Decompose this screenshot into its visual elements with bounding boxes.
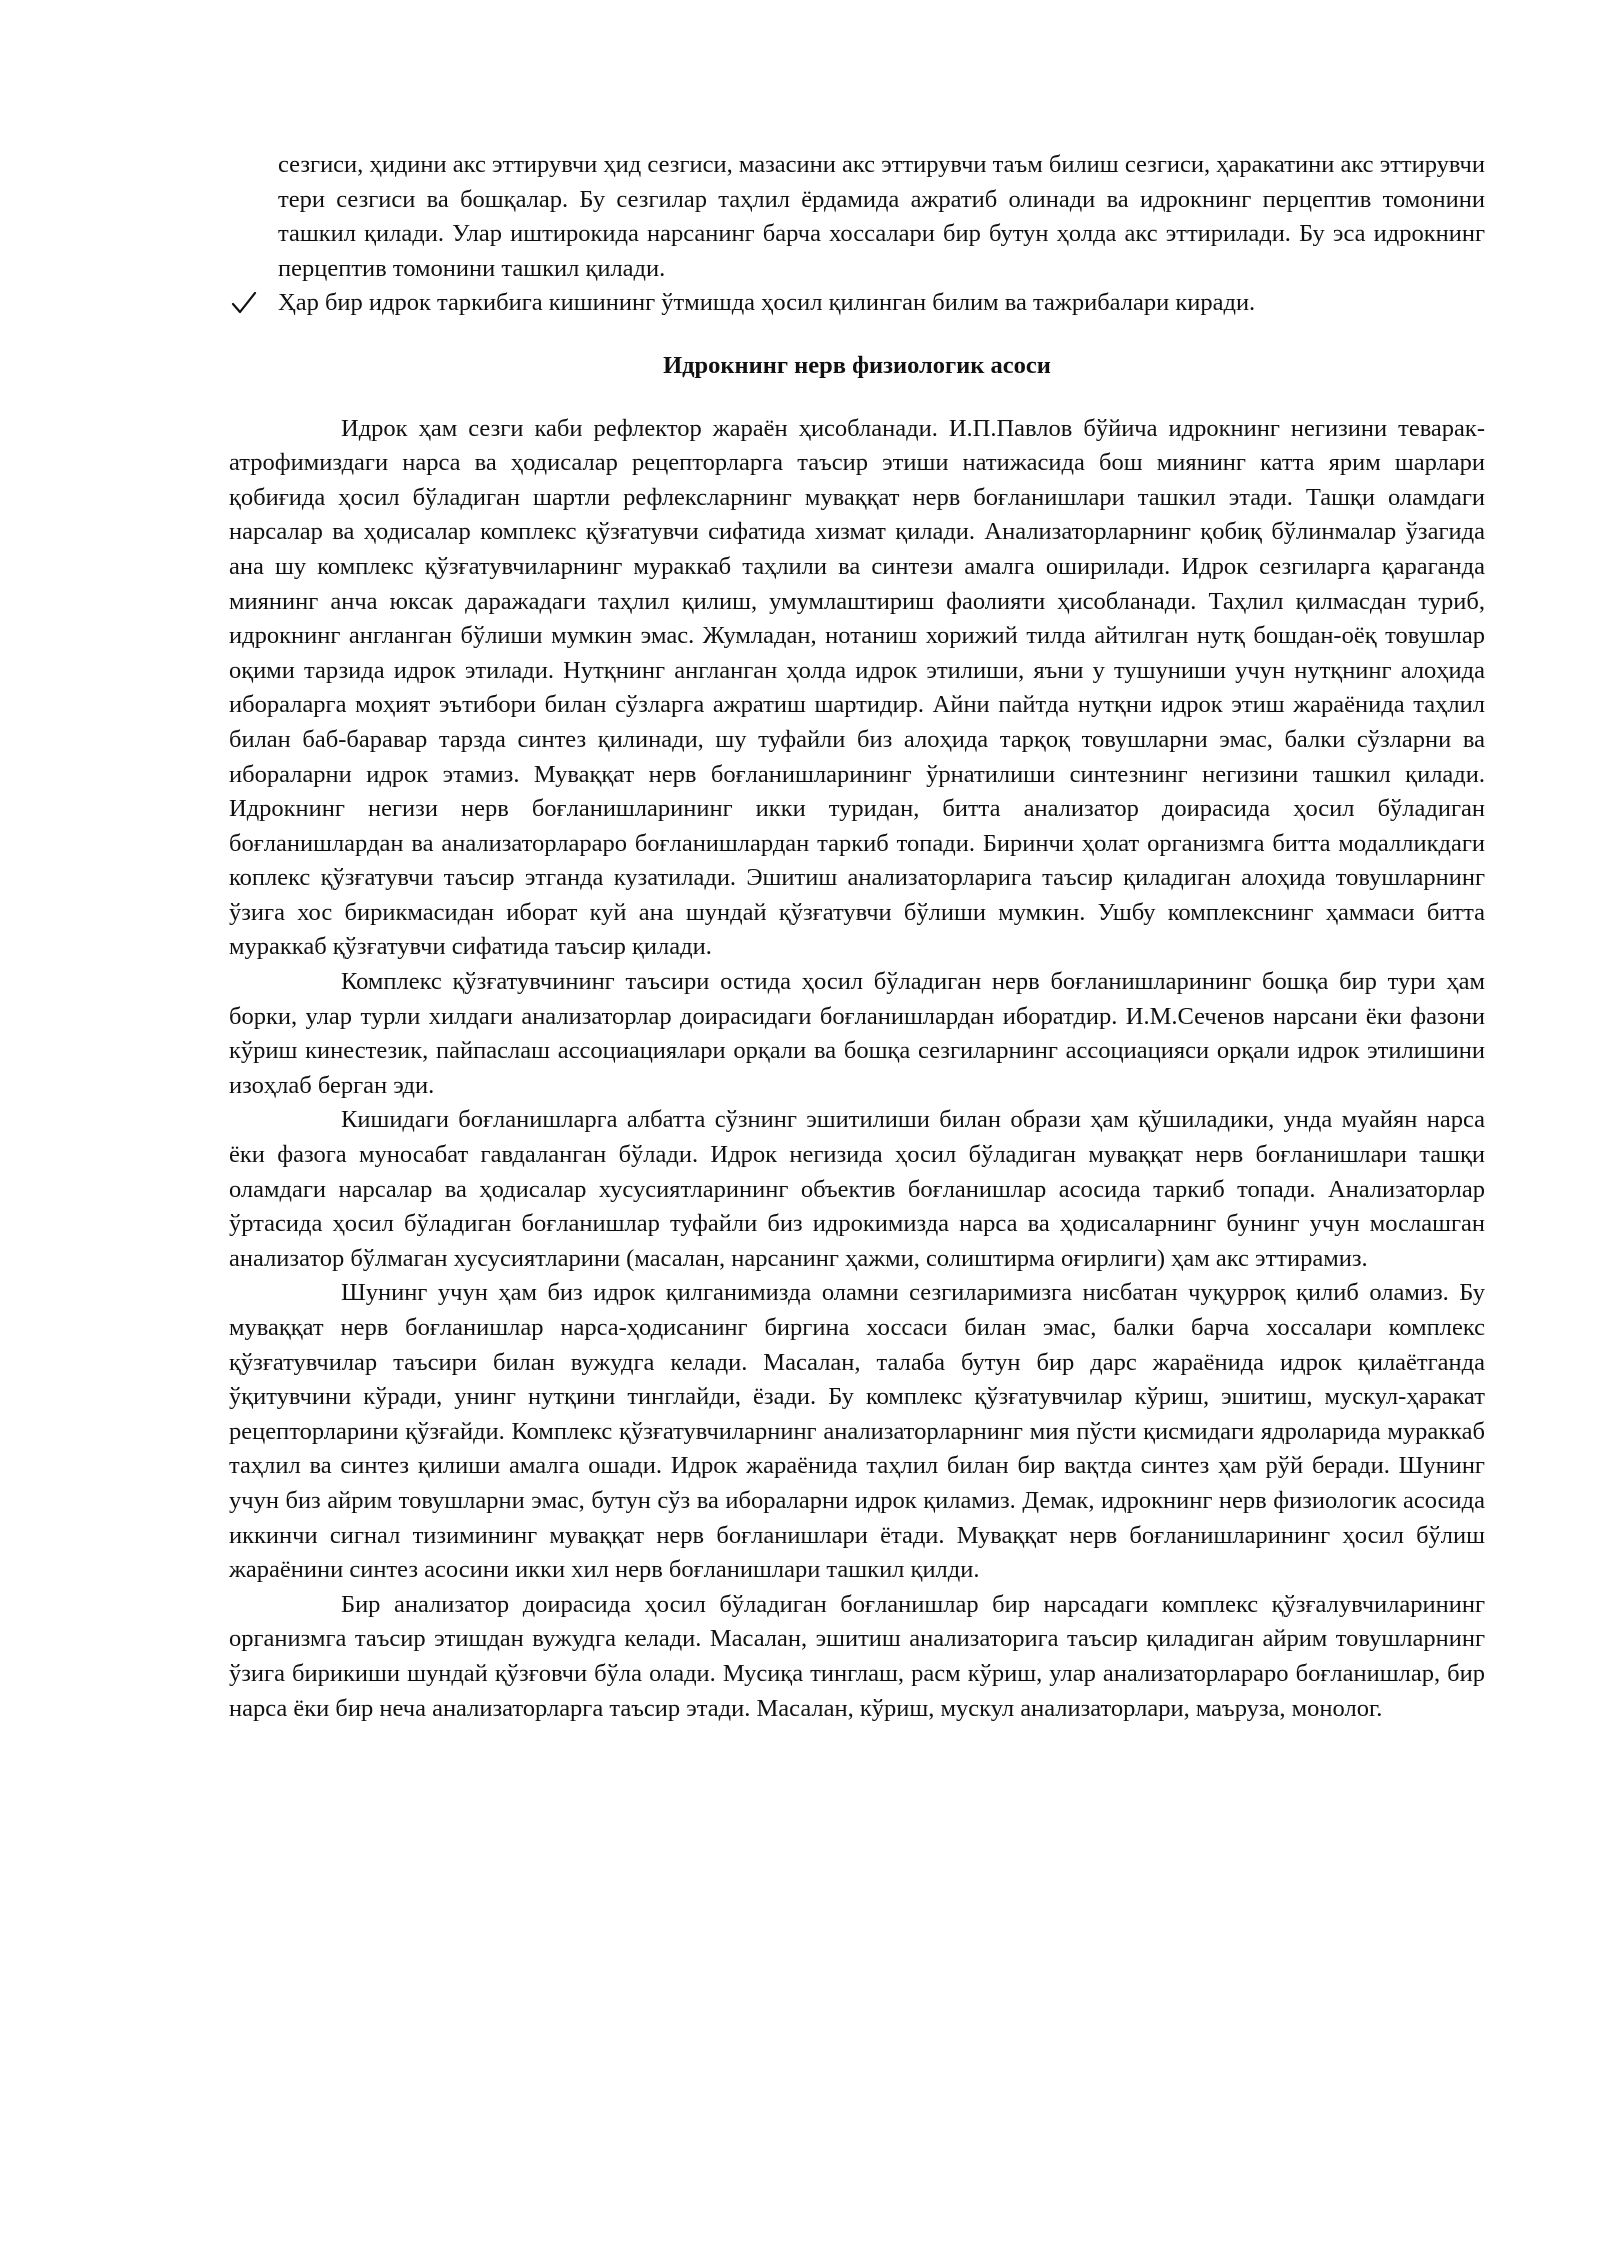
intro-continued-text: сезгиси, ҳидини акс эттирувчи ҳид сезгиси, мазасини акс эттирувчи таъм билиш сезгиси, ҳаракатини акс эттирувчи тери сезгиси ва бошқалар. Бу сезгилар таҳлил ёрдамида ажратиб олинади ва идрокнинг перцептив томонини ташкил қилади. Улар иштирокида нарсанинг барча хоссалари бир бутун ҳолда акс эттирилади. Бу эса идрокнинг перцептив томонини ташкил қилади. [278, 151, 1485, 282]
paragraph-4: Шунинг учун ҳам биз идрок қилганимизда оламни сезгиларимизга нисбатан чуқурроқ қилиб оламиз. Бу муваққат нерв боғланишлар нарса-ҳодисанинг биргина хоссаси билан эмас, балки барча хоссалари комплекс қўзғатувчилар таъсири билан вужудга келади. Масалан, талаба бутун бир дарс жараёнида идрок қилаётганда ўқитувчини кўради, унинг нутқини тинглайди, ёзади. Бу комплекс қўзғатувчилар кўриш, эшитиш, мускул-ҳаракат рецепторларини қўзғайди. Комплекс қўзғатувчиларнинг анализаторларнинг мия пўсти қисмидаги ядроларида мураккаб таҳлил ва синтез қилиши амалга ошади. Идрок жараёнида таҳлил билан бир вақтда синтез ҳам рўй беради. Шунинг учун биз айрим товушларни эмас, бутун сўз ва ибораларни идрок қиламиз. Демак, идрокнинг нерв физиологик асосида иккинчи сигнал тизимининг муваққат нерв боғланишлари ётади. Муваққат нерв боғланишларининг ҳосил бўлиш жараёнини синтез асосини икки хил нерв боғланишлари ташкил қилди. [229, 1279, 1485, 1584]
bullet-text: Ҳар бир идрок таркибига кишининг ўтмишда ҳосил қилинган билим ва тажрибалари киради. [278, 289, 1256, 317]
paragraph-2: Комплекс қўзғатувчининг таъсири остида ҳосил бўладиган нерв боғланишларининг бошқа бир тури ҳам борки, улар турли хилдаги анализаторлар доирасидаги боғланишлардан иборатдир. И.М.Сеченов нарсани ёки фазони кўриш кинестезик, пайпаслаш ассоциациялари орқали ва бошқа сезгиларнинг ассоциацияси орқали идрок этилишини изоҳлаб берган эди. [229, 968, 1485, 1099]
section-heading: Идрокнинг нерв физиологик асоси [663, 351, 1051, 379]
document-page [229, 148, 1485, 1726]
paragraph-1: Идрок ҳам сезги каби рефлектор жараён ҳисобланади. И.П.Павлов бўйича идрокнинг негизини теварак-атрофимиздаги нарса ва ҳодисалар рецепторларга таъсир этиши натижасида бош миянинг катта ярим шарлари қобиғида ҳосил бўладиган шартли рефлексларнинг муваққат нерв боғланишлари ташкил этади. Ташқи оламдаги нарсалар ва ҳодисалар комплекс қўзғатувчи сифатида хизмат қилади. Анализаторларнинг қобиқ бўлинмалар ўзагида ана шу комплекс қўзғатувчиларнинг мураккаб таҳлили ва синтези амалга оширилади. Идрок сезгиларга қараганда миянинг анча юксак даражадаги таҳлил қилиш, умумлаштириш фаолияти ҳисобланади. Таҳлил қилмасдан туриб, идрокнинг англанган бўлиши мумкин эмас. Жумладан, нотаниш хорижий тилда айтилган нутқ бошдан-оёқ товушлар оқими тарзида идрок этилади. Нутқнинг англанган ҳолда идрок этилиши, яъни у тушуниши учун нутқнинг алоҳида ибораларга моҳият эътибори билан сўзларга ажратиш шартидир. Айни пайтда нутқни идрок этиш жараёнида таҳлил билан баб-баравар тарзда синтез қилинади, шу туфайли биз алоҳида тарқоқ товушларни эмас, балки сўзларни ва ибораларни идрок этамиз. Муваққат нерв боғланишларининг ўрнатилиши синтезнинг негизини ташкил қилади. Идрокнинг негизи нерв боғланишларининг икки туридан, битта анализатор доирасида ҳосил бўладиган боғланишлардан ва анализаторлараро боғланишлардан таркиб топади. Биринчи ҳолат организмга битта модалликдаги коплекс қўзғатувчи таъсир этганда кузатилади. Эшитиш анализаторларига таъсир қиладиган алоҳида товушларнинг ўзига хос бирикмасидан иборат куй ана шундай қўзғатувчи бўлиши мумкин. Ушбу комплекснинг ҳаммаси битта мураккаб қўзғатувчи сифатида таъсир қилади. [229, 414, 1485, 961]
paragraph-5: Бир анализатор доирасида ҳосил бўладиган боғланишлар бир нарсадаги комплекс қўзғалувчиларининг организмга таъсир этишдан вужудга келади. Масалан, эшитиш анализаторига таъсир қиладиган айрим товушларнинг ўзига бирикиши шундай қўзғовчи бўла олади. Мусиқа тинглаш, расм кўриш, улар анализаторлараро боғланишлар, бир нарса ёки бир неча анализаторларга таъсир этади. Масалан, кўриш, мускул анализаторлари, маъруза, монолог. [229, 1590, 1485, 1722]
bullet-item [278, 286, 1485, 321]
checkmark-icon [229, 286, 259, 320]
paragraph-3: Кишидаги боғланишларга албатта сўзнинг эшитилиши билан образи ҳам қўшиладики, унда муайян нарса ёки фазога муносабат гавдаланган бўлади. Идрок негизида ҳосил бўладиган муваққат нерв боғланишлари ташқи оламдаги нарсалар ва ҳодисалар хусусиятларининг объектив боғланишлар асосида таркиб топади. Анализаторлар ўртасида ҳосил бўладиган боғланишлар туфайли биз идрокимизда нарса ва ҳодисаларнинг бунинг учун мослашган анализатор бўлмаган хусусиятларини (масалан, нарсанинг ҳажми, солиштирма оғирлиги) ҳам акс эттирамиз. [229, 1106, 1485, 1272]
